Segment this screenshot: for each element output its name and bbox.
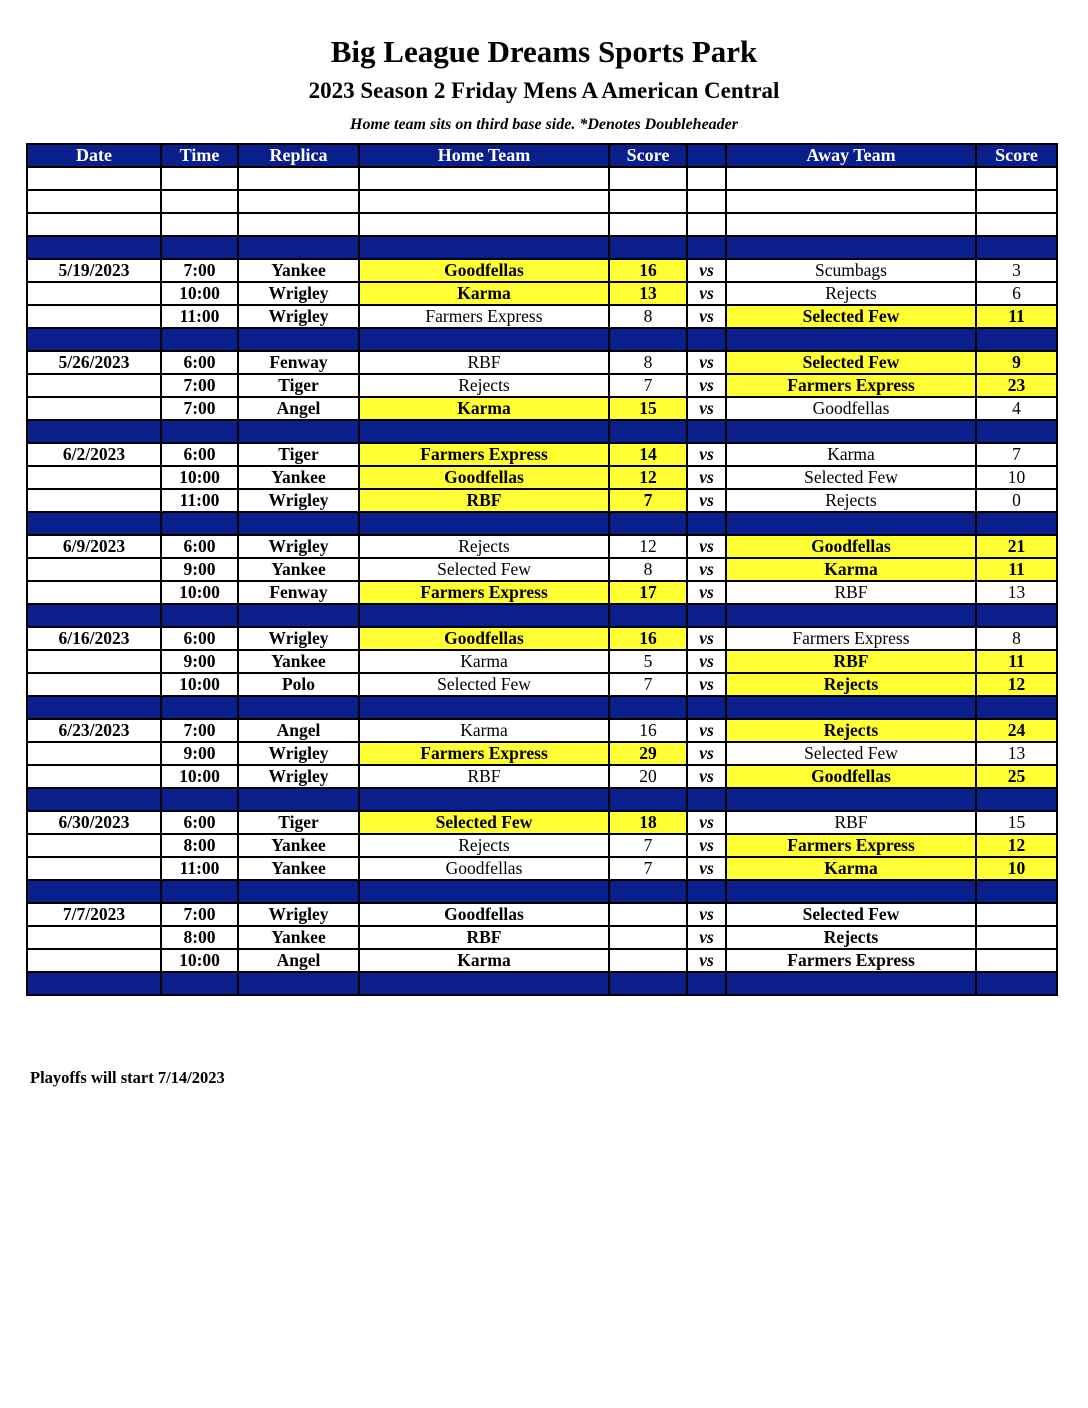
home-team-cell: RBF: [359, 489, 609, 512]
away-team-cell: Scumbags: [726, 259, 976, 282]
time-cell: 9:00: [161, 650, 238, 673]
away-score-cell: 0: [976, 489, 1057, 512]
date-cell: [27, 489, 161, 512]
date-cell: [27, 926, 161, 949]
replica-cell: Wrigley: [238, 535, 359, 558]
away-team-cell: Rejects: [726, 719, 976, 742]
time-cell: 6:00: [161, 351, 238, 374]
time-cell: 9:00: [161, 742, 238, 765]
time-cell: 6:00: [161, 627, 238, 650]
game-row: [27, 374, 1057, 397]
game-row: [27, 949, 1057, 972]
home-team-cell: Karma: [359, 719, 609, 742]
away-score-cell: 13: [976, 742, 1057, 765]
playoffs-note: Playoffs will start 7/14/2023: [30, 1068, 225, 1087]
time-cell: 7:00: [161, 903, 238, 926]
away-team-cell: Goodfellas: [726, 535, 976, 558]
vs-cell: vs: [687, 282, 726, 305]
home-score-cell: 7: [609, 857, 687, 880]
home-team-cell: RBF: [359, 926, 609, 949]
schedule-table: [26, 143, 1058, 996]
home-team-cell: Karma: [359, 650, 609, 673]
home-team-cell: Rejects: [359, 535, 609, 558]
replica-cell: Angel: [238, 719, 359, 742]
column-header-home-score: Score: [609, 144, 687, 167]
replica-cell: Angel: [238, 949, 359, 972]
schedule-note: Home team sits on third base side. *Denotes Doubleheader: [350, 116, 738, 133]
replica-cell: Wrigley: [238, 765, 359, 788]
away-team-cell: Farmers Express: [726, 834, 976, 857]
vs-cell: vs: [687, 903, 726, 926]
home-score-cell: 18: [609, 811, 687, 834]
date-cell: [27, 374, 161, 397]
replica-cell: Yankee: [238, 558, 359, 581]
time-cell: 7:00: [161, 397, 238, 420]
replica-cell: Yankee: [238, 650, 359, 673]
away-score-cell: 12: [976, 834, 1057, 857]
time-cell: 10:00: [161, 282, 238, 305]
replica-cell: Wrigley: [238, 282, 359, 305]
vs-cell: vs: [687, 305, 726, 328]
home-score-cell: 16: [609, 627, 687, 650]
vs-cell: vs: [687, 673, 726, 696]
game-row: [27, 581, 1057, 604]
game-row: [27, 673, 1057, 696]
date-cell: [27, 673, 161, 696]
away-score-cell: [976, 926, 1057, 949]
vs-cell: vs: [687, 397, 726, 420]
away-score-cell: [976, 949, 1057, 972]
game-row: [27, 466, 1057, 489]
vs-cell: vs: [687, 742, 726, 765]
vs-cell: vs: [687, 650, 726, 673]
away-score-cell: 12: [976, 673, 1057, 696]
replica-cell: Tiger: [238, 374, 359, 397]
game-row: [27, 259, 1057, 282]
date-cell: [27, 742, 161, 765]
away-team-cell: Selected Few: [726, 351, 976, 374]
home-team-cell: RBF: [359, 351, 609, 374]
home-team-cell: RBF: [359, 765, 609, 788]
column-header-date: Date: [27, 144, 161, 167]
home-team-cell: Selected Few: [359, 811, 609, 834]
time-cell: 10:00: [161, 673, 238, 696]
game-row: [27, 282, 1057, 305]
away-score-cell: 10: [976, 466, 1057, 489]
replica-cell: Yankee: [238, 466, 359, 489]
home-team-cell: Karma: [359, 397, 609, 420]
blank-row: [27, 190, 1057, 213]
home-score-cell: 7: [609, 673, 687, 696]
time-cell: 6:00: [161, 443, 238, 466]
separator-row: [27, 788, 1057, 811]
time-cell: 6:00: [161, 535, 238, 558]
game-row: [27, 811, 1057, 834]
vs-cell: vs: [687, 558, 726, 581]
game-row: [27, 926, 1057, 949]
away-score-cell: 3: [976, 259, 1057, 282]
vs-cell: vs: [687, 926, 726, 949]
home-team-cell: Farmers Express: [359, 443, 609, 466]
home-team-cell: Goodfellas: [359, 259, 609, 282]
replica-cell: Yankee: [238, 926, 359, 949]
away-team-cell: Rejects: [726, 282, 976, 305]
replica-cell: Polo: [238, 673, 359, 696]
home-score-cell: 8: [609, 305, 687, 328]
separator-row: [27, 512, 1057, 535]
home-score-cell: 29: [609, 742, 687, 765]
home-team-cell: Selected Few: [359, 558, 609, 581]
replica-cell: Yankee: [238, 834, 359, 857]
away-score-cell: [976, 903, 1057, 926]
date-cell: [27, 834, 161, 857]
home-score-cell: 12: [609, 535, 687, 558]
column-header-replica: Replica: [238, 144, 359, 167]
away-score-cell: 21: [976, 535, 1057, 558]
separator-row: [27, 696, 1057, 719]
vs-cell: vs: [687, 719, 726, 742]
away-team-cell: Farmers Express: [726, 374, 976, 397]
replica-cell: Yankee: [238, 857, 359, 880]
away-team-cell: RBF: [726, 811, 976, 834]
blank-row: [27, 213, 1057, 236]
separator-row: [27, 236, 1057, 259]
away-score-cell: 7: [976, 443, 1057, 466]
game-row: [27, 397, 1057, 420]
away-score-cell: 11: [976, 650, 1057, 673]
home-score-cell: 8: [609, 558, 687, 581]
time-cell: 10:00: [161, 949, 238, 972]
replica-cell: Wrigley: [238, 903, 359, 926]
away-score-cell: 25: [976, 765, 1057, 788]
away-score-cell: 13: [976, 581, 1057, 604]
date-cell: [27, 650, 161, 673]
date-cell: [27, 282, 161, 305]
away-score-cell: 8: [976, 627, 1057, 650]
home-score-cell: 16: [609, 719, 687, 742]
vs-cell: vs: [687, 443, 726, 466]
vs-cell: vs: [687, 765, 726, 788]
away-team-cell: Karma: [726, 443, 976, 466]
away-team-cell: Farmers Express: [726, 949, 976, 972]
replica-cell: Angel: [238, 397, 359, 420]
away-team-cell: Rejects: [726, 489, 976, 512]
home-team-cell: Farmers Express: [359, 742, 609, 765]
away-score-cell: 23: [976, 374, 1057, 397]
home-team-cell: Goodfellas: [359, 466, 609, 489]
date-cell: [27, 305, 161, 328]
game-row: [27, 351, 1057, 374]
time-cell: 7:00: [161, 719, 238, 742]
date-cell: 6/16/2023: [27, 627, 161, 650]
vs-cell: vs: [687, 351, 726, 374]
game-row: [27, 742, 1057, 765]
game-row: [27, 627, 1057, 650]
home-score-cell: 20: [609, 765, 687, 788]
away-team-cell: Goodfellas: [726, 397, 976, 420]
blank-row: [27, 167, 1057, 190]
column-header-away-score: Score: [976, 144, 1057, 167]
game-row: [27, 650, 1057, 673]
time-cell: 11:00: [161, 857, 238, 880]
away-team-cell: Rejects: [726, 926, 976, 949]
date-cell: 5/19/2023: [27, 259, 161, 282]
date-cell: [27, 581, 161, 604]
away-score-cell: 6: [976, 282, 1057, 305]
vs-cell: vs: [687, 489, 726, 512]
vs-cell: vs: [687, 834, 726, 857]
game-row: [27, 903, 1057, 926]
home-team-cell: Karma: [359, 949, 609, 972]
away-score-cell: 11: [976, 558, 1057, 581]
game-row: [27, 305, 1057, 328]
away-score-cell: 10: [976, 857, 1057, 880]
home-team-cell: Goodfellas: [359, 857, 609, 880]
vs-cell: vs: [687, 374, 726, 397]
vs-cell: vs: [687, 949, 726, 972]
time-cell: 11:00: [161, 305, 238, 328]
home-team-cell: Karma: [359, 282, 609, 305]
header-row: [27, 144, 1057, 167]
home-score-cell: 7: [609, 374, 687, 397]
away-team-cell: RBF: [726, 650, 976, 673]
away-team-cell: Selected Few: [726, 903, 976, 926]
time-cell: 11:00: [161, 489, 238, 512]
home-score-cell: 15: [609, 397, 687, 420]
vs-cell: vs: [687, 259, 726, 282]
away-team-cell: Selected Few: [726, 305, 976, 328]
column-header-vs: [687, 144, 726, 167]
home-score-cell: 13: [609, 282, 687, 305]
date-cell: [27, 466, 161, 489]
home-score-cell: [609, 903, 687, 926]
home-score-cell: [609, 949, 687, 972]
away-score-cell: 15: [976, 811, 1057, 834]
separator-row: [27, 328, 1057, 351]
away-team-cell: Selected Few: [726, 466, 976, 489]
home-score-cell: 17: [609, 581, 687, 604]
home-score-cell: 16: [609, 259, 687, 282]
vs-cell: vs: [687, 466, 726, 489]
home-team-cell: Rejects: [359, 834, 609, 857]
vs-cell: vs: [687, 535, 726, 558]
replica-cell: Tiger: [238, 811, 359, 834]
replica-cell: Wrigley: [238, 742, 359, 765]
date-cell: [27, 397, 161, 420]
date-cell: 6/23/2023: [27, 719, 161, 742]
home-score-cell: 7: [609, 834, 687, 857]
away-team-cell: Farmers Express: [726, 627, 976, 650]
separator-row: [27, 972, 1057, 995]
date-cell: [27, 857, 161, 880]
date-cell: 6/2/2023: [27, 443, 161, 466]
replica-cell: Tiger: [238, 443, 359, 466]
away-score-cell: 4: [976, 397, 1057, 420]
column-header-home-team: Home Team: [359, 144, 609, 167]
home-score-cell: 7: [609, 489, 687, 512]
away-team-cell: Rejects: [726, 673, 976, 696]
home-team-cell: Farmers Express: [359, 581, 609, 604]
away-team-cell: RBF: [726, 581, 976, 604]
separator-row: [27, 604, 1057, 627]
replica-cell: Fenway: [238, 351, 359, 374]
vs-cell: vs: [687, 581, 726, 604]
replica-cell: Wrigley: [238, 305, 359, 328]
replica-cell: Wrigley: [238, 489, 359, 512]
replica-cell: Fenway: [238, 581, 359, 604]
schedule-body: [27, 167, 1057, 995]
home-team-cell: Goodfellas: [359, 903, 609, 926]
vs-cell: vs: [687, 811, 726, 834]
home-score-cell: 14: [609, 443, 687, 466]
replica-cell: Wrigley: [238, 627, 359, 650]
replica-cell: Yankee: [238, 259, 359, 282]
time-cell: 7:00: [161, 374, 238, 397]
page-title: Big League Dreams Sports Park: [330, 34, 758, 69]
away-team-cell: Selected Few: [726, 742, 976, 765]
away-team-cell: Karma: [726, 857, 976, 880]
away-team-cell: Goodfellas: [726, 765, 976, 788]
time-cell: 7:00: [161, 259, 238, 282]
date-cell: 7/7/2023: [27, 903, 161, 926]
time-cell: 9:00: [161, 558, 238, 581]
game-row: [27, 857, 1057, 880]
away-score-cell: 11: [976, 305, 1057, 328]
date-cell: [27, 949, 161, 972]
away-score-cell: 24: [976, 719, 1057, 742]
separator-row: [27, 880, 1057, 903]
time-cell: 10:00: [161, 466, 238, 489]
date-cell: 5/26/2023: [27, 351, 161, 374]
game-row: [27, 834, 1057, 857]
home-score-cell: 8: [609, 351, 687, 374]
game-row: [27, 443, 1057, 466]
time-cell: 10:00: [161, 581, 238, 604]
home-team-cell: Goodfellas: [359, 627, 609, 650]
home-score-cell: [609, 926, 687, 949]
game-row: [27, 719, 1057, 742]
vs-cell: vs: [687, 627, 726, 650]
time-cell: 8:00: [161, 926, 238, 949]
time-cell: 10:00: [161, 765, 238, 788]
date-cell: [27, 558, 161, 581]
home-score-cell: 12: [609, 466, 687, 489]
game-row: [27, 765, 1057, 788]
page-subtitle: 2023 Season 2 Friday Mens A American Central: [308, 78, 780, 103]
home-score-cell: 5: [609, 650, 687, 673]
column-header-time: Time: [161, 144, 238, 167]
separator-row: [27, 420, 1057, 443]
away-team-cell: Karma: [726, 558, 976, 581]
game-row: [27, 535, 1057, 558]
home-team-cell: Rejects: [359, 374, 609, 397]
vs-cell: vs: [687, 857, 726, 880]
date-cell: [27, 765, 161, 788]
game-row: [27, 489, 1057, 512]
home-team-cell: Farmers Express: [359, 305, 609, 328]
time-cell: 6:00: [161, 811, 238, 834]
game-row: [27, 558, 1057, 581]
home-team-cell: Selected Few: [359, 673, 609, 696]
column-header-away-team: Away Team: [726, 144, 976, 167]
away-score-cell: 9: [976, 351, 1057, 374]
date-cell: 6/9/2023: [27, 535, 161, 558]
date-cell: 6/30/2023: [27, 811, 161, 834]
time-cell: 8:00: [161, 834, 238, 857]
